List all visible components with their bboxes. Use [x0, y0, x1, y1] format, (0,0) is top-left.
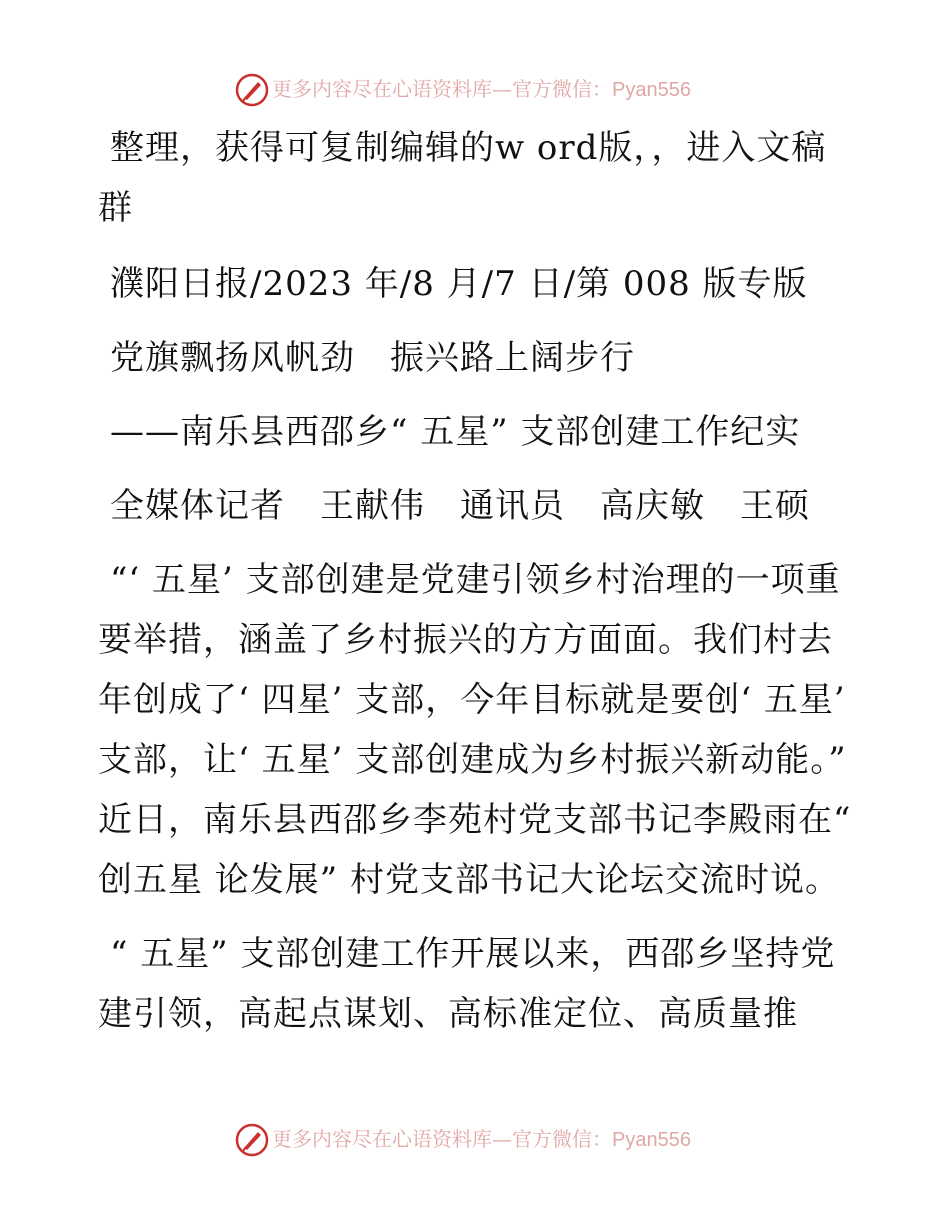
footer-watermark: [0, 1120, 950, 1160]
subheadline: ——南乐县西邵乡“ 五星” 支部创建工作纪实: [110, 412, 801, 452]
paragraph-1: “‘ 五星’ 支部创建是党建引领乡村治理的一项重要举措，涵盖了乡村振兴的方方面面。我们村去年创成了‘ 四星’ 支部，今年目标就是要创‘ 五星’ 支部，让‘ 五星’ 支部创建成为乡村振兴新动能。” 近日，南乐县西邵乡李苑村党支部书记李殿雨在“ 创五星 论发展” 村党支部书记大论坛交流时说。: [98, 560, 852, 900]
feather-pen-logo-icon: [234, 72, 270, 108]
intro-line: 整理，获得可复制编辑的w ord版，，进入文稿群: [98, 128, 827, 228]
source-line: 濮阳日报/2023 年/8 月/7 日/第 008 版专版: [110, 264, 808, 304]
headline: 党旗飘扬风帆劲 振兴路上阔步行: [110, 338, 635, 378]
byline: 全媒体记者 王献伟 通讯员 高庆敏 王硕: [110, 486, 810, 526]
document-body: [98, 118, 858, 1044]
watermark-text: 更多内容尽在心语资料库—官方微信：Pyan556: [272, 1127, 691, 1151]
watermark-text: 更多内容尽在心语资料库—官方微信：Pyan556: [272, 77, 691, 101]
header-watermark: [0, 70, 950, 110]
paragraph-2: “ 五星” 支部创建工作开展以来，西邵乡坚持党建引领，高起点谋划、高标准定位、高质量推: [98, 934, 836, 1034]
feather-pen-logo-icon: [234, 1122, 270, 1158]
